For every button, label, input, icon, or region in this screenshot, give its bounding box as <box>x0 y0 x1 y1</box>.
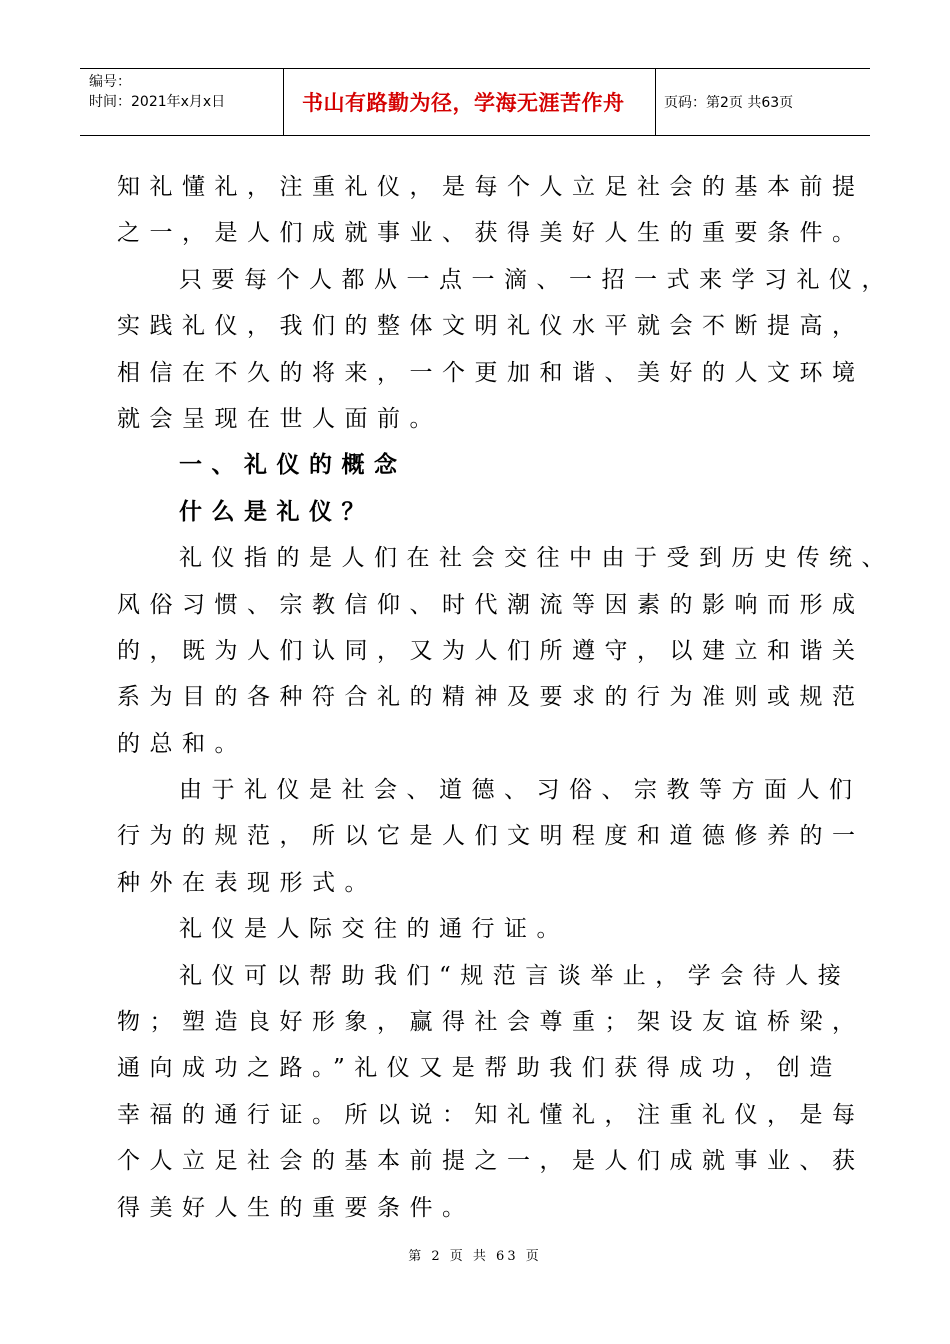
body-text-line: 的，既为人们认同，又为人们所遵守，以建立和谐关 <box>117 637 865 664</box>
document-body <box>117 164 894 1231</box>
body-text-line: 礼仪是人际交往的通行证。 <box>179 916 569 943</box>
body-text-line: 实践礼仪，我们的整体文明礼仪水平就会不断提高， <box>117 313 865 340</box>
body-text-line: 幸福的通行证。所以说：知礼懂礼，注重礼仪，是每 <box>117 1101 865 1128</box>
body-text-line: 就会呈现在世人面前。 <box>117 405 442 432</box>
header-page-info: 页码：第2页 共63页 <box>664 95 794 111</box>
body-text-line: 种外在表现形式。 <box>117 869 377 896</box>
page-header <box>80 68 870 136</box>
body-text-line: 风俗习惯、宗教信仰、时代潮流等因素的影响而形成 <box>117 591 865 618</box>
body-text-line: 物；塑造良好形象，赢得社会尊重；架设友谊桥梁， <box>117 1009 865 1036</box>
body-text-line: 的总和。 <box>117 730 247 757</box>
body-text-line: 只要每个人都从一点一滴、一招一式来学习礼仪， <box>179 266 894 293</box>
number-label: 编号： <box>89 74 131 90</box>
time-label: 时间：2021年x月x日 <box>89 94 226 110</box>
body-text-line: 得美好人生的重要条件。 <box>117 1194 475 1221</box>
body-text-line: 通向成功之路。”礼仪又是帮助我们获得成功，创造 <box>117 1055 842 1082</box>
body-text-line: 相信在不久的将来，一个更加和谐、美好的人文环境 <box>117 359 865 386</box>
header-motto: 书山有路勤为径，学海无涯苦作舟 <box>284 69 656 135</box>
body-text-line: 礼仪指的是人们在社会交往中由于受到历史传统、 <box>179 545 894 572</box>
body-text-line: 之一，是人们成就事业、获得美好人生的重要条件。 <box>117 220 865 247</box>
body-text-line: 系为目的各种符合礼的精神及要求的行为准则或规范 <box>117 684 865 711</box>
page-footer: 第 2 页 共 63 页 <box>408 1249 542 1264</box>
section-heading: 一、礼仪的概念 <box>179 452 407 479</box>
body-text-line: 礼仪可以帮助我们“规范言谈举止，学会待人接 <box>179 962 851 989</box>
header-meta <box>80 69 284 135</box>
section-heading: 什么是礼仪？ <box>179 498 374 525</box>
body-text-line: 行为的规范，所以它是人们文明程度和道德修养的一 <box>117 823 865 850</box>
body-text-line: 由于礼仪是社会、道德、习俗、宗教等方面人们 <box>179 777 862 804</box>
body-text-line: 个人立足社会的基本前提之一，是人们成就事业、获 <box>117 1148 865 1175</box>
body-text-line: 知礼懂礼，注重礼仪，是每个人立足社会的基本前提 <box>117 174 865 200</box>
